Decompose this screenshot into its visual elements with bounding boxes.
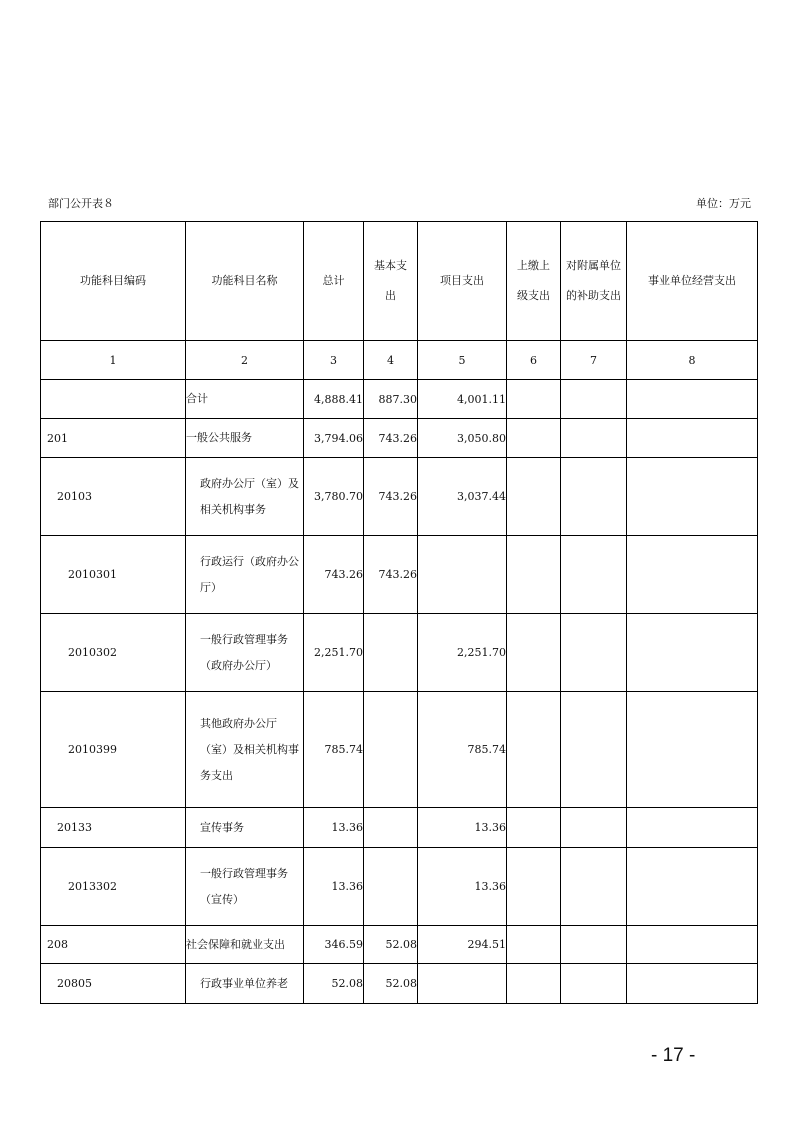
- header-basic: 基本支出: [364, 222, 418, 341]
- cell-total: 2,251.70: [304, 614, 364, 692]
- cell-subsidy: [561, 380, 627, 419]
- cell-name: 行政事业单位养老: [186, 964, 304, 1004]
- cell-basic: 743.26: [364, 536, 418, 614]
- cell-upper: [507, 692, 561, 808]
- cell-name: 一般行政管理事务（宣传）: [186, 848, 304, 926]
- cell-code: 2010302: [41, 614, 186, 692]
- cell-subsidy: [561, 692, 627, 808]
- cell-subsidy: [561, 419, 627, 458]
- cell-name: 社会保障和就业支出: [186, 926, 304, 964]
- cell-subsidy: [561, 964, 627, 1004]
- cell-project: 13.36: [418, 808, 507, 848]
- column-number: 7: [561, 341, 627, 380]
- cell-upper: [507, 964, 561, 1004]
- cell-basic: 52.08: [364, 926, 418, 964]
- cell-total: 52.08: [304, 964, 364, 1004]
- cell-total: 743.26: [304, 536, 364, 614]
- table-row: [41, 808, 758, 848]
- cell-upper: [507, 848, 561, 926]
- cell-business: [627, 380, 758, 419]
- cell-name: 行政运行（政府办公厅）: [186, 536, 304, 614]
- cell-business: [627, 926, 758, 964]
- cell-basic: 52.08: [364, 964, 418, 1004]
- header-upper: 上缴上级支出: [507, 222, 561, 341]
- header-total: 总计: [304, 222, 364, 341]
- cell-basic: 887.30: [364, 380, 418, 419]
- cell-basic: 743.26: [364, 458, 418, 536]
- cell-total: 13.36: [304, 848, 364, 926]
- header-project: 项目支出: [418, 222, 507, 341]
- cell-project: 2,251.70: [418, 614, 507, 692]
- column-number: 1: [41, 341, 186, 380]
- header-name: 功能科目名称: [186, 222, 304, 341]
- cell-upper: [507, 458, 561, 536]
- cell-subsidy: [561, 808, 627, 848]
- cell-upper: [507, 808, 561, 848]
- cell-total: 3,780.70: [304, 458, 364, 536]
- cell-subsidy: [561, 458, 627, 536]
- column-number: 8: [627, 341, 758, 380]
- cell-business: [627, 614, 758, 692]
- table-row: [41, 458, 758, 536]
- cell-upper: [507, 380, 561, 419]
- cell-basic: [364, 808, 418, 848]
- cell-project: 3,050.80: [418, 419, 507, 458]
- cell-total: 4,888.41: [304, 380, 364, 419]
- cell-code: [41, 380, 186, 419]
- column-number-row: [41, 341, 758, 380]
- cell-upper: [507, 419, 561, 458]
- cell-project: 785.74: [418, 692, 507, 808]
- cell-upper: [507, 614, 561, 692]
- page-number: - 17 -: [651, 1045, 696, 1066]
- cell-code: 20805: [41, 964, 186, 1004]
- cell-name: 其他政府办公厅（室）及相关机构事务支出: [186, 692, 304, 808]
- cell-total: 785.74: [304, 692, 364, 808]
- header-business: 事业单位经营支出: [627, 222, 758, 341]
- cell-total: 13.36: [304, 808, 364, 848]
- cell-project: [418, 536, 507, 614]
- cell-subsidy: [561, 926, 627, 964]
- table-caption: 部门公开表８: [48, 197, 114, 210]
- cell-business: [627, 964, 758, 1004]
- table-row: [41, 964, 758, 1004]
- cell-name: 宣传事务: [186, 808, 304, 848]
- cell-total: 3,794.06: [304, 419, 364, 458]
- table-row: [41, 536, 758, 614]
- cell-business: [627, 808, 758, 848]
- cell-code: 2010301: [41, 536, 186, 614]
- cell-project: [418, 964, 507, 1004]
- cell-business: [627, 458, 758, 536]
- table-row: [41, 848, 758, 926]
- table-row: [41, 614, 758, 692]
- cell-project: 13.36: [418, 848, 507, 926]
- table-row: [41, 380, 758, 419]
- column-number: 5: [418, 341, 507, 380]
- cell-code: 2013302: [41, 848, 186, 926]
- cell-upper: [507, 536, 561, 614]
- cell-code: 208: [41, 926, 186, 964]
- cell-basic: [364, 692, 418, 808]
- cell-name: 一般行政管理事务（政府办公厅）: [186, 614, 304, 692]
- cell-upper: [507, 926, 561, 964]
- cell-code: 20133: [41, 808, 186, 848]
- column-number: 3: [304, 341, 364, 380]
- cell-subsidy: [561, 536, 627, 614]
- cell-basic: [364, 848, 418, 926]
- cell-project: 3,037.44: [418, 458, 507, 536]
- cell-business: [627, 536, 758, 614]
- cell-code: 20103: [41, 458, 186, 536]
- unit-label: 单位：万元: [696, 197, 751, 210]
- cell-business: [627, 692, 758, 808]
- column-number: 4: [364, 341, 418, 380]
- cell-subsidy: [561, 614, 627, 692]
- cell-project: 294.51: [418, 926, 507, 964]
- cell-business: [627, 848, 758, 926]
- header-row: [41, 222, 758, 341]
- cell-business: [627, 419, 758, 458]
- expenditure-table: [40, 221, 758, 1004]
- cell-project: 4,001.11: [418, 380, 507, 419]
- column-number: 6: [507, 341, 561, 380]
- table-row: [41, 692, 758, 808]
- table-row: [41, 926, 758, 964]
- header-code: 功能科目编码: [41, 222, 186, 341]
- cell-name: 一般公共服务: [186, 419, 304, 458]
- cell-name: 政府办公厅（室）及相关机构事务: [186, 458, 304, 536]
- cell-code: 201: [41, 419, 186, 458]
- cell-basic: 743.26: [364, 419, 418, 458]
- cell-name: 合计: [186, 380, 304, 419]
- cell-total: 346.59: [304, 926, 364, 964]
- column-number: 2: [186, 341, 304, 380]
- cell-subsidy: [561, 848, 627, 926]
- cell-code: 2010399: [41, 692, 186, 808]
- header-subsidy: 对附属单位的补助支出: [561, 222, 627, 341]
- cell-basic: [364, 614, 418, 692]
- table-row: [41, 419, 758, 458]
